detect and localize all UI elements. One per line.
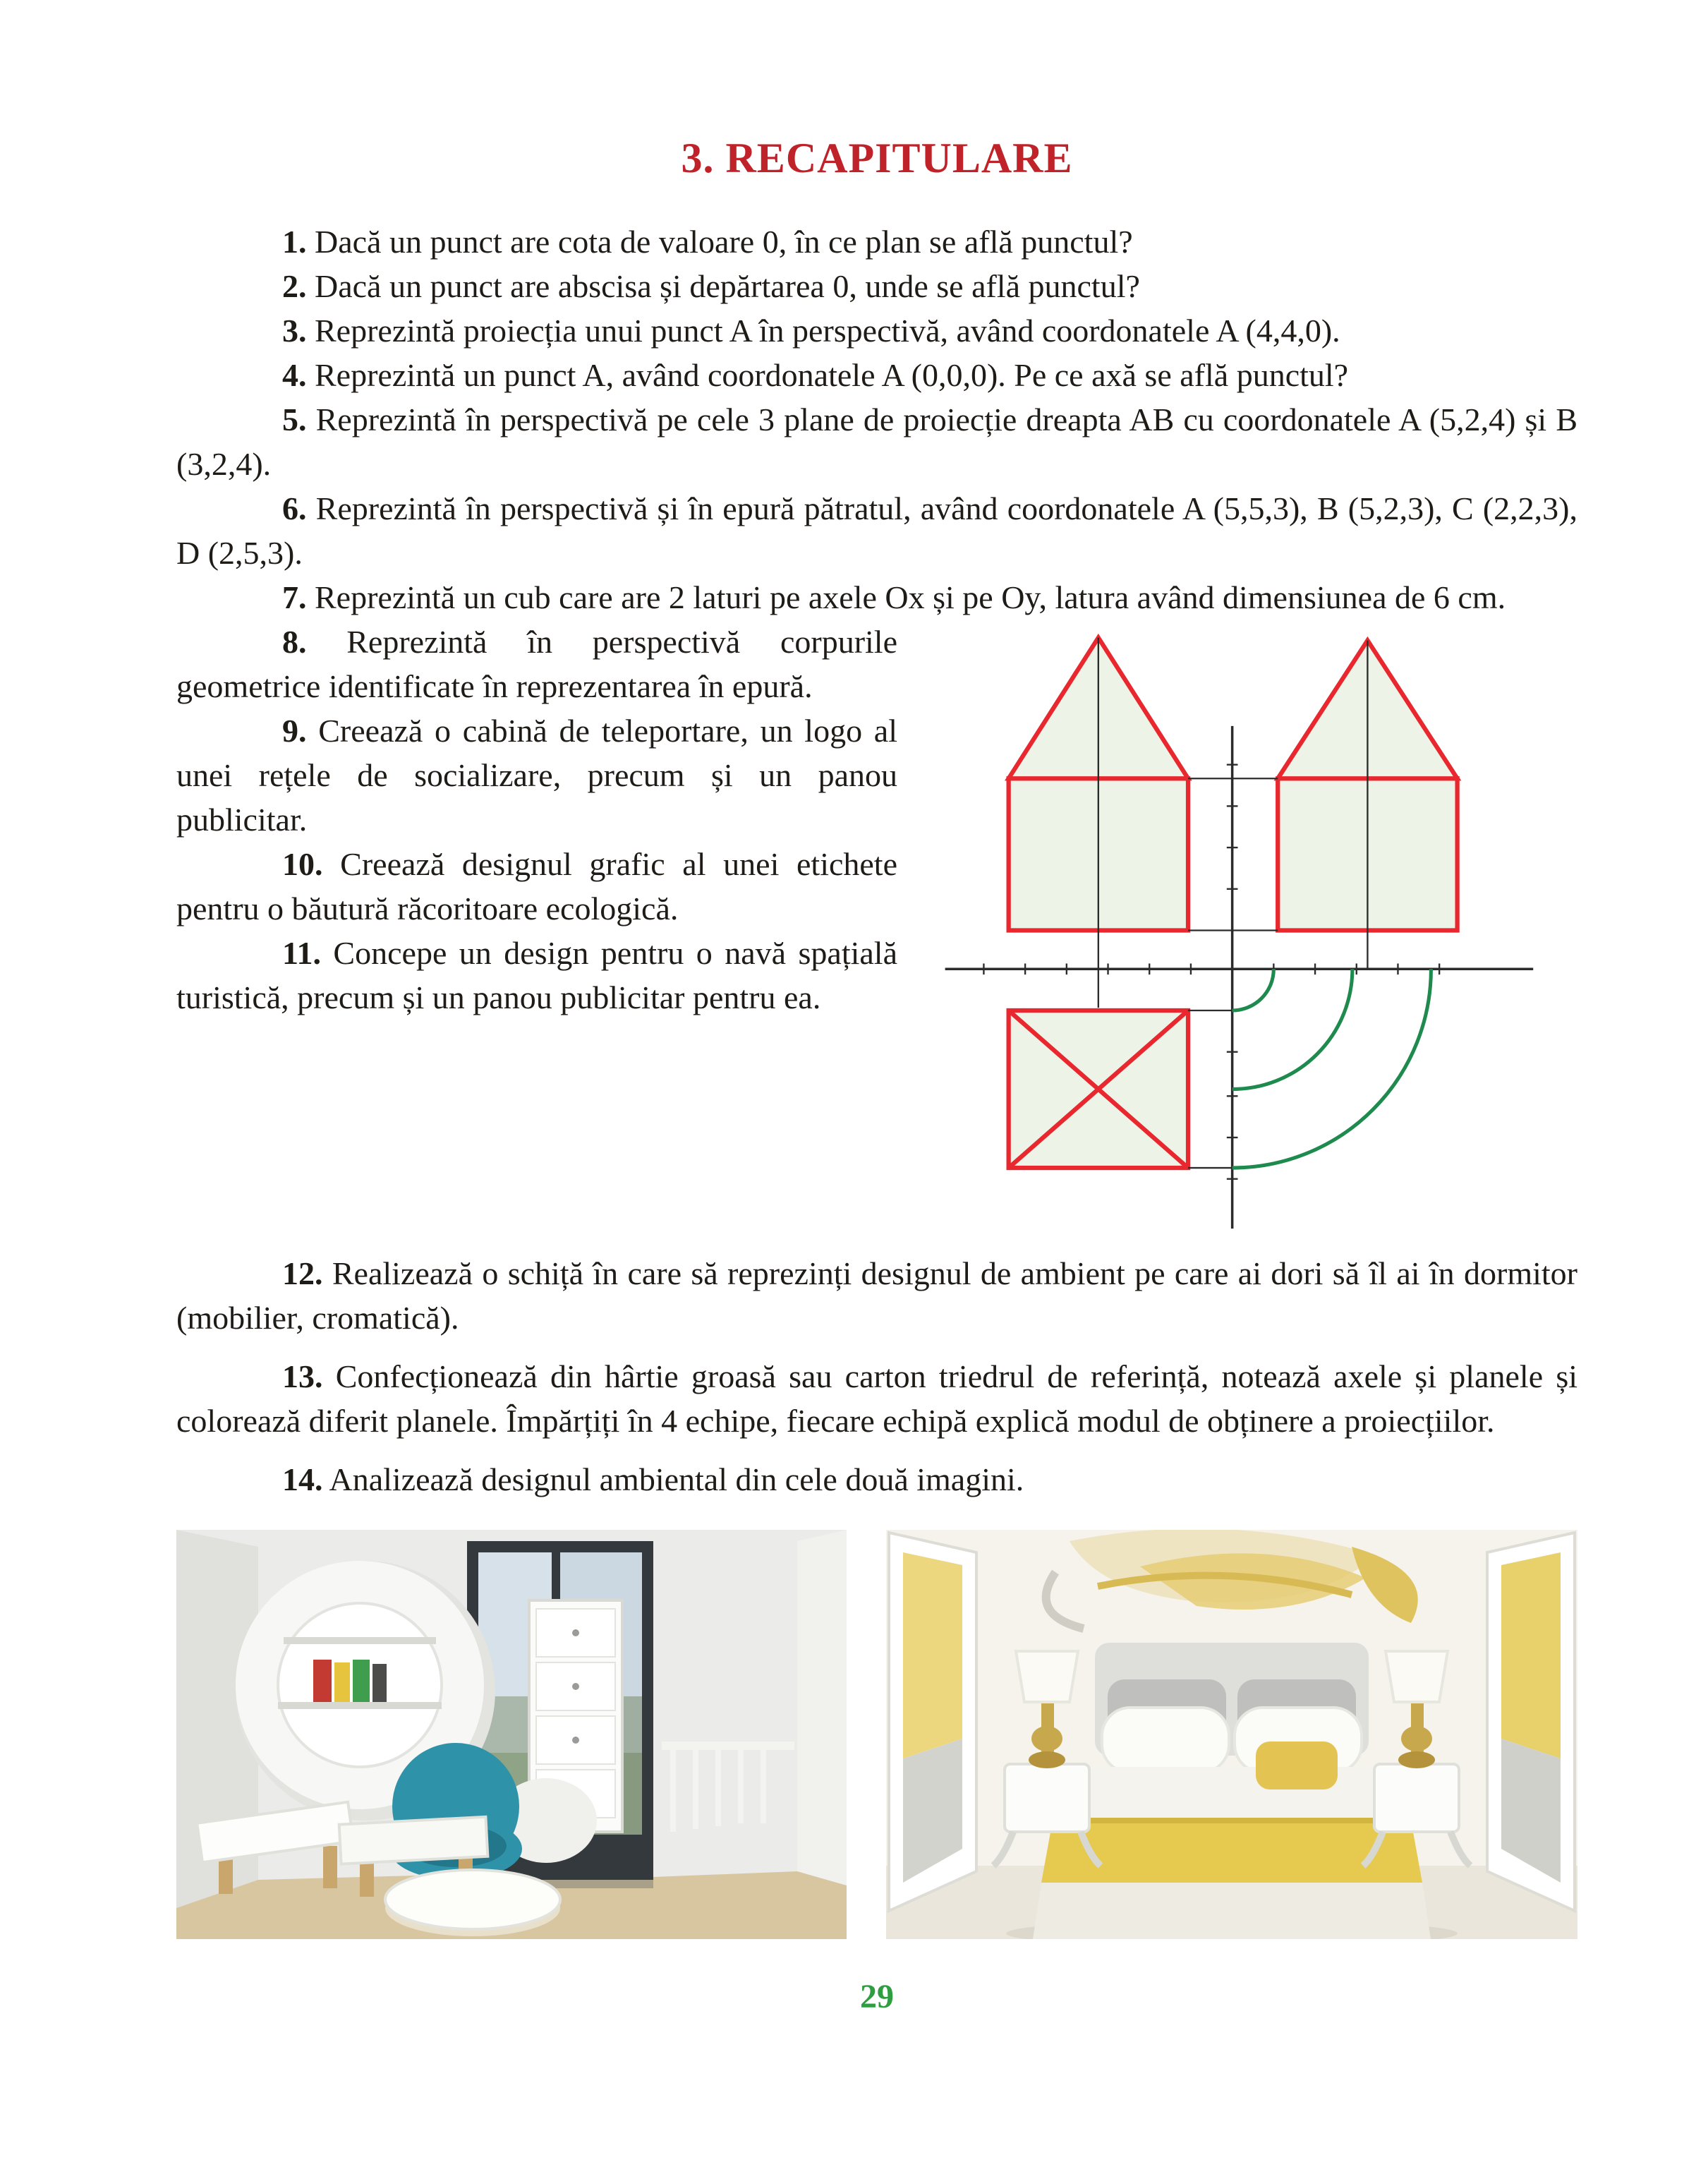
exercise-text: Reprezintă un punct A, având coordonatele A (0,0,0). Pe ce axă se află punctul? — [315, 357, 1349, 393]
books — [313, 1660, 387, 1702]
chapter-title: RECAPITULARE — [725, 135, 1073, 181]
chapter-number: 3. — [681, 135, 715, 181]
exercise-number: 6. — [282, 490, 307, 526]
page-number: 29 — [860, 1978, 894, 2015]
exercise-text: Creează o cabină de teleportare, un logo al unei rețele de socializare, precum și un panou publicitar. — [176, 713, 898, 838]
exercise-item-13 — [176, 1354, 1577, 1443]
exercise-number: 2. — [282, 268, 307, 304]
exercise-text: Reprezintă un cub care are 2 laturi pe axele Ox și pe Oy, latura având dimensiunea de 6 cm. — [315, 579, 1506, 615]
exercise-number: 9. — [282, 713, 307, 749]
exercise-text: Creează designul grafic al unei etichete pentru o băutură răcoritoare ecologică. — [176, 846, 898, 926]
epure-figure — [928, 627, 1577, 1234]
exercise-item-7 — [176, 575, 1577, 620]
exercise-text: Confecționează din hârtie groasă sau carton triedrul de referință, notează axele și planele și colorează diferit planele. Împărțiți în 4 echipe, fiecare echipă explică modul de obținere a proiecțiilor. — [176, 1358, 1578, 1439]
figures-row — [176, 1530, 1577, 1939]
exercise-item-12 — [176, 1251, 1577, 1340]
exercise-number: 8. — [282, 624, 307, 660]
exercise-text: Realizează o schiță în care să reprezinți designul de ambient pe care ai dori să îl ai în dormitor (mobilier, cromatică). — [176, 1255, 1578, 1336]
exercise-item-14 — [176, 1457, 1577, 1502]
exercise-item-5 — [176, 397, 1577, 486]
rotation-arcs — [1232, 969, 1431, 1168]
page-title — [176, 134, 1577, 183]
exercise-number: 12. — [282, 1255, 323, 1291]
exercise-number: 1. — [282, 224, 307, 260]
exercise-text: Reprezintă în perspectivă și în epură pătratul, având coordonatele A (5,5,3), B (5,2,3), C (2,2,3), D (2,5,3). — [176, 490, 1578, 571]
exercise-text: Concepe un design pentru o navă spațială turistică, precum și un panou publicitar pentru ea. — [176, 935, 898, 1015]
exercise-text: Dacă un punct are abscisa și depărtarea 0, unde se află punctul? — [315, 268, 1140, 304]
exercise-number: 5. — [282, 402, 307, 437]
exercise-number: 13. — [282, 1358, 323, 1394]
exercise-number: 7. — [282, 579, 307, 615]
epure-figure-svg — [928, 627, 1577, 1234]
right-window — [1487, 1533, 1575, 1911]
exercise-text: Reprezintă în perspectivă corpurile geometrice identificate în reprezentarea în epură. — [176, 624, 897, 704]
exercise-number: 4. — [282, 357, 307, 393]
bedroom-image — [886, 1530, 1577, 1939]
exercise-number: 3. — [282, 313, 307, 349]
exercise-number: 14. — [282, 1461, 323, 1497]
exercise-text: Reprezintă proiecția unui punct A în perspectivă, având coordonatele A (4,4,0). — [315, 313, 1340, 349]
exercise-item-2 — [176, 264, 1577, 308]
exercise-number: 10. — [282, 846, 323, 882]
exercise-text: Analizează designul ambiental din cele două imagini. — [329, 1461, 1024, 1497]
exercise-number: 11. — [282, 935, 321, 971]
exercise-item-6 — [176, 486, 1577, 575]
exercise-item-1 — [176, 219, 1577, 264]
living-room-image — [176, 1530, 847, 1939]
exercise-item-3 — [176, 308, 1577, 353]
exercise-text: Reprezintă în perspectivă pe cele 3 plane de proiecție dreapta AB cu coordonatele A (5,2,4) și B (3,2,4). — [176, 402, 1577, 482]
exercise-text: Dacă un punct are cota de valoare 0, în ce plan se află punctul? — [315, 224, 1133, 260]
left-window — [889, 1533, 976, 1911]
square-with-diagonals — [1009, 1010, 1188, 1168]
exercise-item-4 — [176, 353, 1577, 397]
